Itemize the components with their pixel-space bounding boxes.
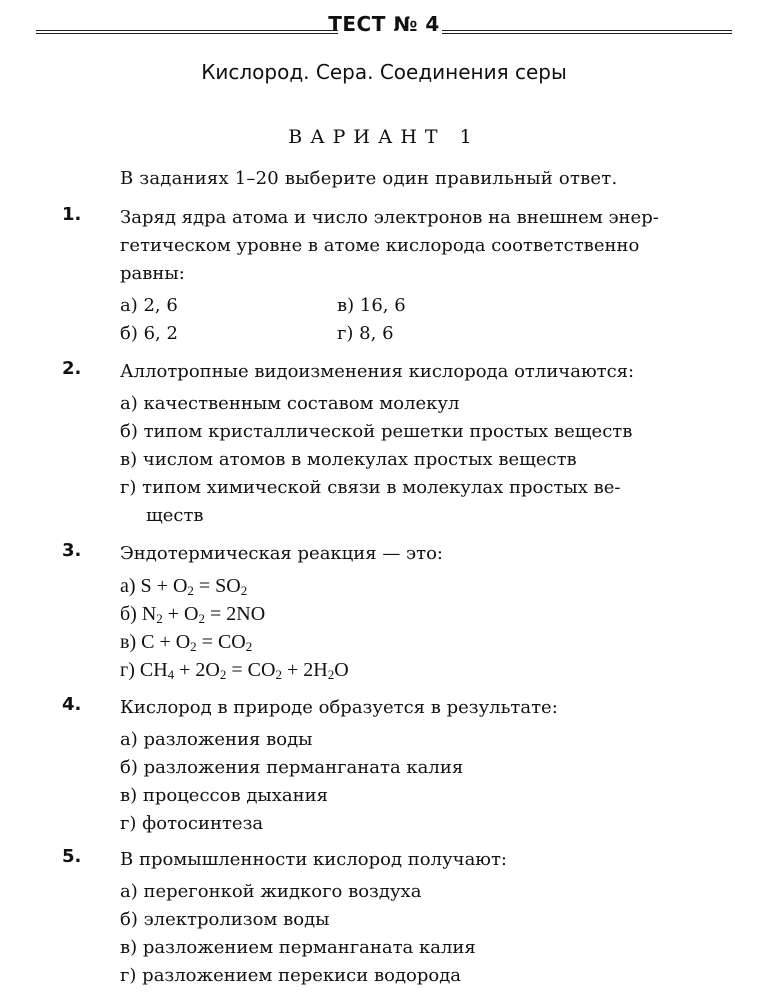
formula-subscript: 2 — [245, 639, 253, 654]
formula-part: б) N — [120, 603, 157, 625]
formula-part: + O — [162, 603, 199, 625]
option-a[interactable]: а) качественным составом молекул — [120, 393, 460, 414]
option-b[interactable]: б) разложения перманганата калия — [120, 757, 464, 778]
question-text-line: Заряд ядра атома и число электронов на внешнем энер- — [120, 207, 659, 228]
question-number: 5. — [62, 846, 82, 867]
option-g-continuation: ществ — [146, 505, 204, 526]
formula-part: + 2O — [174, 659, 220, 681]
formula-subscript: 2 — [275, 667, 282, 682]
instruction-text: В заданиях 1–20 выберите один правильный ответ. — [120, 168, 618, 189]
question-number: 4. — [62, 694, 82, 715]
option-a[interactable] — [120, 572, 247, 600]
variant-title: ВАРИАНТ 1 — [288, 126, 480, 148]
option-g[interactable]: г) 8, 6 — [337, 323, 394, 344]
formula-part: O — [334, 659, 349, 681]
option-b[interactable]: б) 6, 2 — [120, 323, 178, 344]
option-g[interactable] — [120, 656, 349, 684]
option-b[interactable] — [120, 600, 265, 628]
option-b[interactable]: б) электролизом воды — [120, 909, 330, 930]
question-number: 3. — [62, 540, 82, 561]
option-g[interactable]: г) разложением перекиси водорода — [120, 965, 462, 986]
test-title: ТЕСТ № 4 — [328, 12, 440, 36]
test-header — [36, 0, 732, 56]
formula-subscript: 2 — [240, 583, 248, 598]
formula-part: = 2NO — [205, 603, 266, 625]
question-number: 2. — [62, 358, 82, 379]
question-text-line: гетическом уровне в атоме кислорода соответственно — [120, 235, 640, 256]
question-text: Эндотермическая реакция — это: — [120, 543, 443, 564]
option-v[interactable]: в) 16, 6 — [337, 295, 406, 316]
formula-part: = CO — [196, 631, 246, 653]
option-g[interactable]: г) фотосинтеза — [120, 813, 264, 834]
formula-part: а) S + O — [120, 575, 188, 597]
formula-subscript: 2 — [156, 611, 163, 626]
formula-part: в) C + O — [120, 631, 191, 653]
option-a[interactable]: а) перегонкой жидкого воздуха — [120, 881, 422, 902]
formula-subscript: 2 — [187, 583, 194, 598]
formula-subscript: 4 — [167, 667, 175, 682]
formula-subscript: 2 — [190, 639, 197, 654]
formula-part: = SO — [193, 575, 241, 597]
formula-part: г) CH — [120, 659, 168, 681]
option-a[interactable]: а) разложения воды — [120, 729, 313, 750]
formula-part: + 2H — [281, 659, 328, 681]
option-v[interactable]: в) процессов дыхания — [120, 785, 328, 806]
option-v[interactable]: в) разложением перманганата калия — [120, 937, 476, 958]
formula-part: = CO — [226, 659, 276, 681]
question-text — [120, 204, 710, 288]
question-number: 1. — [62, 204, 82, 225]
option-b[interactable]: б) типом кристаллической решетки простых веществ — [120, 421, 633, 442]
option-g[interactable]: г) типом химической связи в молекулах простых ве- — [120, 477, 621, 498]
header-rule-right — [442, 30, 732, 34]
option-a[interactable]: а) 2, 6 — [120, 295, 178, 316]
question-text: Аллотропные видоизменения кислорода отличаются: — [120, 361, 635, 382]
option-v[interactable] — [120, 628, 252, 656]
topic-title: Кислород. Сера. Соединения серы — [201, 60, 567, 84]
formula-subscript: 2 — [198, 611, 206, 626]
formula-subscript: 2 — [219, 667, 227, 682]
formula-subscript: 2 — [327, 667, 335, 682]
option-v[interactable]: в) числом атомов в молекулах простых веществ — [120, 449, 577, 470]
question-text: Кислород в природе образуется в результате: — [120, 697, 558, 718]
question-text: В промышленности кислород получают: — [120, 849, 507, 870]
question-text-line: равны: — [120, 263, 185, 284]
